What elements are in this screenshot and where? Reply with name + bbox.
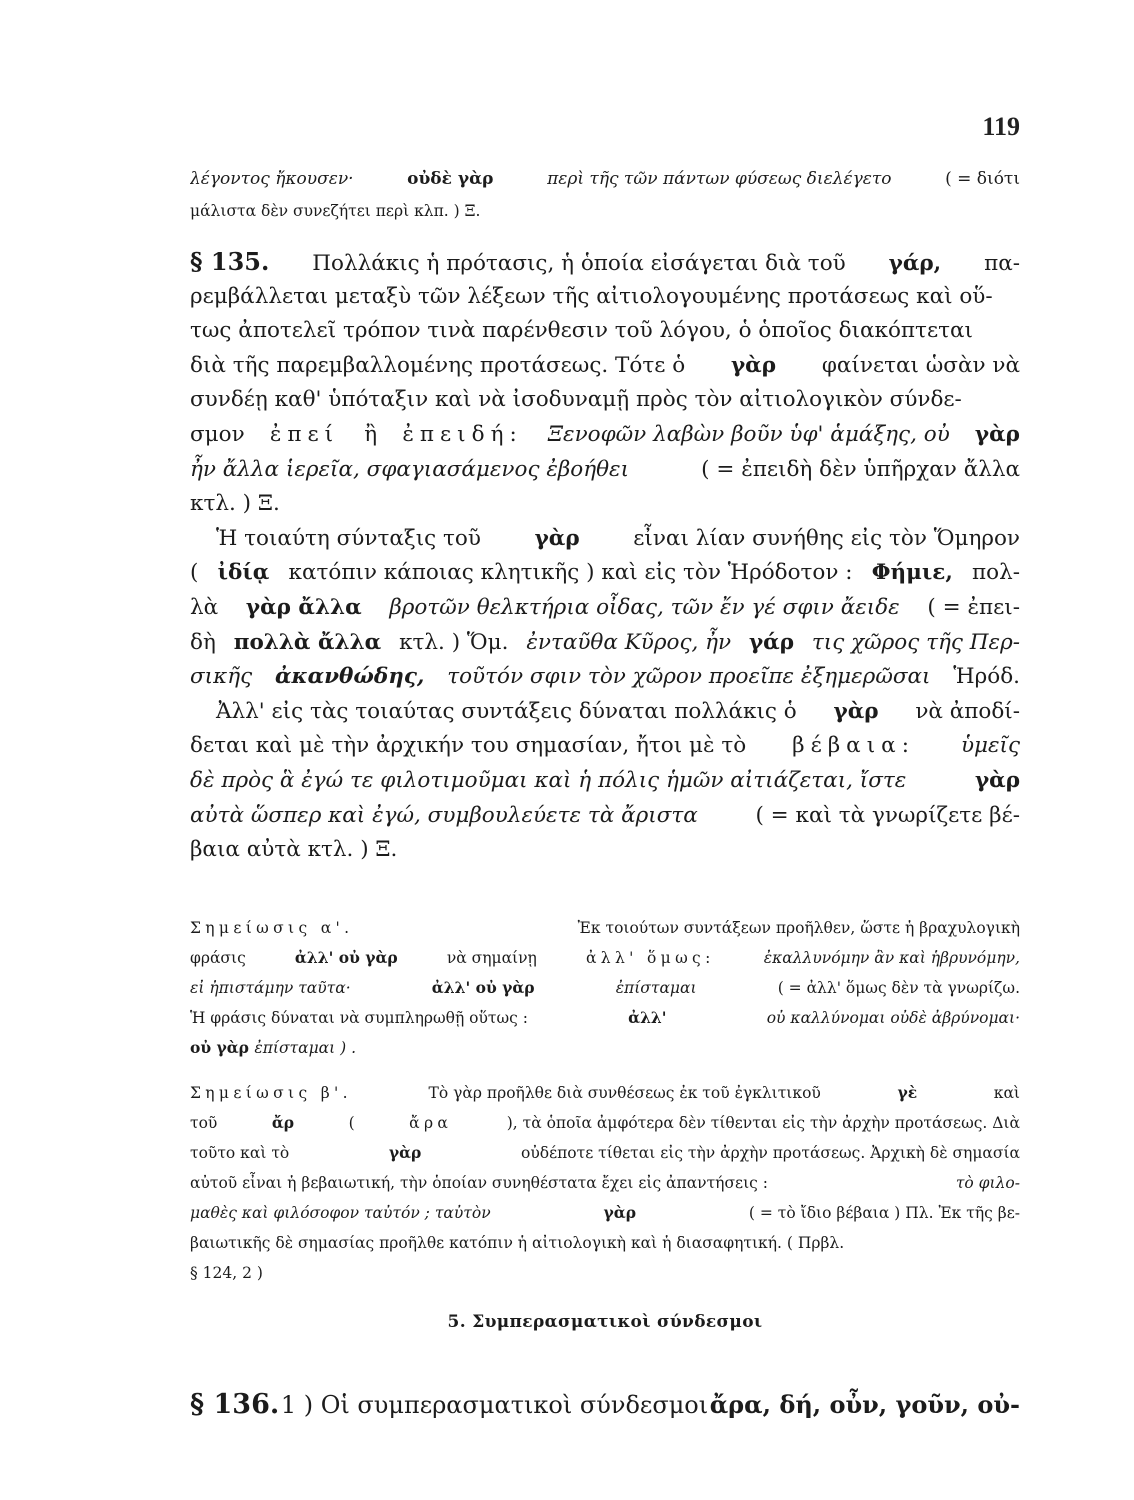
text-line: [190, 799, 1020, 834]
text: τὸ φιλο-: [955, 1174, 1020, 1192]
text: μάλιστα δὲν συνεζήτει περὶ κλπ. ) Ξ.: [190, 202, 481, 220]
text-line: [190, 1078, 1020, 1108]
text: οὐδὲ γὰρ: [407, 169, 494, 189]
text: § 124, 2 ): [190, 1264, 263, 1282]
text: ἐπίσταμαι: [615, 979, 697, 997]
text: αὐτὰ ὥσπερ καὶ ἐγώ, συμβουλεύετε τὰ ἄριστα: [190, 802, 698, 828]
text-line: [190, 626, 1020, 661]
text: ἀλλ' οὐ γὰρ: [294, 948, 398, 967]
text: οὐδέποτε τίθεται εἰς τὴν ἀρχὴν προτάσεως. Ἀρχικὴ δὲ σημασία: [520, 1144, 1020, 1162]
text: Σημείωσις β'.: [190, 1084, 352, 1102]
text-line: [190, 1033, 1020, 1063]
text: (: [190, 560, 199, 586]
text-line: [190, 163, 1020, 196]
text-line: [190, 943, 1020, 973]
text-line: [190, 973, 1020, 1003]
text-line: [190, 418, 1020, 453]
text: ἀλλ': [628, 1008, 667, 1027]
text-line: [190, 591, 1020, 626]
text: δεται καὶ μὲ τὴν ἀρχικήν του σημασίαν, ἤτοι μὲ τὸ: [190, 733, 747, 759]
text: λέγοντος ἤκουσεν·: [190, 169, 354, 189]
text: ἀλλ' οὐ γὰρ: [431, 978, 535, 997]
text: γὰρ: [730, 352, 777, 378]
text: κατόπιν κάποιας κλητικῆς ) καὶ εἰς τὸν Ἡρόδοτον :: [288, 560, 853, 586]
text: δὴ: [190, 629, 216, 655]
text: τοῦτόν σφιν τὸν χῶρον προεῖπε ἐξημερῶσαι: [447, 664, 931, 690]
text: βαιωτικῆς δὲ σημασίας προῆλθε κατόπιν ἡ αἰτιολογικὴ καὶ ἡ διασαφητική. ( Πρβλ.: [190, 1234, 845, 1252]
text: τως ἀποτελεῖ τρόπον τινὰ παρένθεσιν τοῦ λόγου, ὁ ὁποῖος διακόπτεται: [190, 318, 973, 344]
text: 1 ) Οἱ συμπερασματικοὶ σύνδεσμοι: [280, 1391, 709, 1419]
text: ἐπίσταμαι ) .: [254, 1039, 357, 1057]
text: σικῆς: [190, 664, 253, 690]
text-line: [190, 280, 1020, 315]
text: οὐ γὰρ: [190, 1038, 249, 1057]
text: βροτῶν θελκτήρια οἶδας, τῶν ἔν γέ σφιν ἄειδε: [389, 594, 900, 620]
text: διὰ τῆς παρεμβαλλομένης προτάσεως. Τότε ὁ: [190, 352, 686, 378]
text: ἐπεί: [269, 421, 340, 447]
text: μαθὲς καὶ φιλόσοφον ταὐτόν ; ταὐτὸν: [190, 1204, 491, 1222]
text: ἢ: [364, 421, 378, 447]
text-line: [190, 660, 1020, 695]
text-line: [190, 1003, 1020, 1033]
text-line: [190, 314, 1020, 349]
text: ἄρα: [409, 1114, 453, 1132]
text: ἄρα, δή, οὖν, γοῦν, οὐ-: [709, 1390, 1020, 1419]
note-a: [190, 913, 1020, 1063]
text: συνδέῃ καθ' ὑπόταξιν καὶ νὰ ἰσοδυναμῇ πρὸς τὸν αἰτιολογικὸν σύνδε-: [190, 387, 962, 413]
text: ἰδίᾳ: [217, 560, 270, 586]
section-135: [190, 245, 1020, 868]
text-line: [190, 1228, 1020, 1258]
text: γὰρ: [974, 421, 1020, 447]
text: σμον: [190, 421, 245, 447]
text: ( = καὶ τὰ γνωρίζετε βέ-: [755, 802, 1020, 828]
text: ἀλλ' ὅμως:: [585, 949, 715, 967]
text: γὰρ: [603, 1203, 637, 1222]
text: ἦν ἄλλα ἱερεῖα, σφαγιασάμενος ἐβοήθει: [190, 456, 630, 482]
chapter-heading: 5. Συμπερασματικοὶ σύνδεσμοι: [447, 1312, 763, 1332]
text: γὰρ: [974, 767, 1020, 793]
text-line: [190, 913, 1020, 943]
text: γάρ,: [888, 251, 942, 276]
text: φράσις: [190, 949, 246, 967]
text-line: [190, 453, 1020, 488]
text: Πολλάκις ἡ πρότασις, ἡ ὁποία εἰσάγεται διὰ τοῦ: [312, 251, 846, 276]
text-line: [190, 1198, 1020, 1228]
text: εἰ ἠπιστάμην ταῦτα·: [190, 979, 351, 997]
text-line: [190, 695, 1020, 730]
text: νὰ σημαίνῃ: [446, 949, 537, 967]
text: γὰρ: [388, 1143, 422, 1162]
text-line: [190, 764, 1020, 799]
text-line: [190, 1138, 1020, 1168]
text-line: [190, 349, 1020, 384]
text: τοῦ: [190, 1114, 218, 1132]
text-line: [190, 1258, 1020, 1288]
text-line: [190, 522, 1020, 557]
intro-paragraph: [190, 163, 1020, 226]
text: οὐ καλλύνομαι οὐδὲ ἀβρύνομαι·: [766, 1009, 1020, 1027]
text: Ξενοφῶν λαβὼν βοῦν ὑφ' ἁμάξης, οὐ: [547, 421, 950, 447]
text: Σημείωσις α'.: [190, 919, 354, 937]
section-number: § 136.: [190, 1389, 280, 1420]
text: ), τὰ ὁποῖα ἀμφότερα δὲν τίθενται εἰς τὴν ἀρχὴν προτάσεως. Διὰ: [506, 1114, 1020, 1132]
text: ( = τὸ ἴδιο βέβαια ) Πλ. Ἐκ τῆς βε-: [748, 1204, 1020, 1222]
text: (: [348, 1114, 355, 1132]
text-line: [190, 383, 1020, 418]
text: πολλὰ ἄλλα: [233, 629, 382, 655]
text: γάρ: [748, 629, 795, 655]
text: βαια αὐτὰ κτλ. ) Ξ.: [190, 837, 398, 863]
text-line: [190, 1108, 1020, 1138]
text: ( = ἐπει-: [927, 594, 1020, 620]
text: δὲ πρὸς ἃ ἐγώ τε φιλοτιμοῦμαι καὶ ἡ πόλις ἡμῶν αἰτιάζεται, ἴστε: [190, 767, 907, 793]
text: ( = ἀλλ' ὅμως δὲν τὰ γνωρίζω.: [777, 979, 1020, 997]
text: ( = διότι: [945, 169, 1020, 189]
text: καὶ: [993, 1084, 1020, 1102]
text: κτλ. ) Ὅμ.: [399, 629, 509, 655]
text: τοῦτο καὶ τὸ: [190, 1144, 290, 1162]
text-line: [190, 1168, 1020, 1198]
text: Τὸ γὰρ προῆλθε διὰ συνθέσεως ἐκ τοῦ ἐγκλιτικοῦ: [428, 1084, 821, 1102]
text-line: [190, 1385, 1020, 1425]
text-line: [190, 487, 1020, 522]
text: νὰ ἀποδί-: [915, 698, 1020, 724]
note-b: [190, 1078, 1020, 1288]
text: Ἐκ τοιούτων συντάξεων προῆλθεν, ὥστε ἡ βραχυλογικὴ: [577, 919, 1020, 937]
text-line: [190, 729, 1020, 764]
text: κτλ. ) Ξ.: [190, 491, 280, 517]
text: εἶναι λίαν συνήθης εἰς τὸν Ὅμηρον: [633, 525, 1020, 551]
text: φαίνεται ὡσὰν νὰ: [821, 352, 1020, 378]
page-number: 119: [982, 112, 1020, 141]
section-number: § 135.: [190, 247, 270, 276]
text: ρεμβάλλεται μεταξὺ τῶν λέξεων τῆς αἰτιολογουμένης προτάσεως καὶ οὕ-: [190, 283, 993, 309]
text: γὰρ: [534, 525, 580, 551]
text-line: [190, 556, 1020, 591]
text: ἐπειδή:: [402, 421, 523, 447]
text: γὰρ ἄλλα: [245, 594, 362, 620]
text-line: [190, 196, 1020, 226]
text-line: [190, 245, 1020, 280]
text: βέβαια:: [792, 733, 915, 759]
text: ( = ἐπειδὴ δὲν ὑπῆρχαν ἄλλα: [701, 456, 1020, 482]
text: πα-: [984, 251, 1020, 276]
text-line: [190, 833, 1020, 868]
text: Φήμιε,: [871, 560, 953, 586]
section-136: [190, 1385, 1020, 1425]
text: Ἡ φράσις δύναται νὰ συμπληρωθῇ οὕτως :: [190, 1009, 528, 1027]
text: λὰ: [190, 594, 219, 620]
text: Ἡρόδ.: [953, 664, 1020, 690]
text: γὲ: [897, 1083, 918, 1102]
text: τις χῶρος τῆς Περ-: [811, 629, 1020, 655]
text: ἐνταῦθα Κῦρος, ἦν: [526, 629, 732, 655]
text: ἐκαλλυνόμην ἂν καὶ ἡβρυνόμην,: [763, 949, 1020, 967]
text: περὶ τῆς τῶν πάντων φύσεως διελέγετο: [547, 169, 892, 189]
text: αὐτοῦ εἶναι ἡ βεβαιωτική, τὴν ὁποίαν συνηθέστατα ἔχει εἰς ἀπαντήσεις :: [190, 1174, 768, 1192]
text: ὑμεῖς: [960, 733, 1020, 759]
text: ἀκανθώδης,: [274, 664, 425, 690]
text: πολ-: [972, 560, 1020, 586]
text: γὰρ: [833, 698, 879, 724]
text: ἄρ: [271, 1113, 295, 1132]
text: Ἀλλ' εἰς τὰς τοιαύτας συντάξεις δύναται πολλάκις ὁ: [216, 698, 797, 724]
text: Ἡ τοιαύτη σύνταξις τοῦ: [216, 525, 481, 551]
